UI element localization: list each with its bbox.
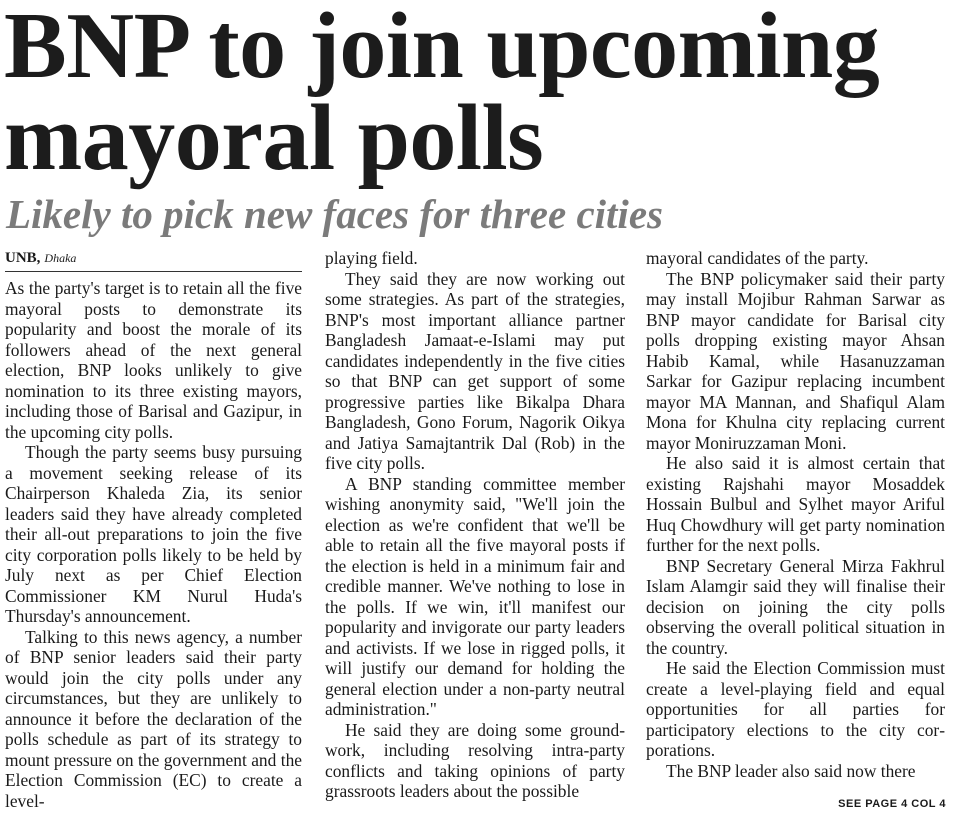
paragraph-continued: playing field. xyxy=(325,248,418,268)
headline xyxy=(4,0,960,190)
paragraph: Talking to this news agency, a number of BNP senior leaders said their party would join the city polls under any circumstances, but they are unlikely to announce it before the declaration of the polls schedule as part of its strategy to mount pressure on the government and the Election Commission (EC) to create a level- xyxy=(5,626,302,811)
paragraph: Though the party seems busy pursuing a movement seeking release of its Chairperson Khaleda Zia, its senior leaders said they have already completed their all-out preparations to join the five city corporation polls likely to be held by July next as per Chief Election Commissioner KM Nurul Huda's Thursday's announcement. xyxy=(5,442,302,626)
byline xyxy=(5,248,302,272)
paragraph: He said the Election Commission must create a level-playing field and equal opportunities for all parties for participatory elections to the city corporations. xyxy=(646,658,945,760)
paragraph: The BNP leader also said now there xyxy=(666,760,916,781)
headline-line-1: BNP to join upcoming xyxy=(4,0,880,98)
paragraph: They said they are now working out some strategies. As part of the strategies, BNP's most important alliance partner Bangladesh Jamaat-e-Islami may put candidates independently in the five cities so that BNP can get support of some progressive parties like Bikalpa Dhara Bangladesh, Gono Forum, Nagorik Oikya and Jatiya Samajtantrik Dal (Rob) in the five city polls. xyxy=(325,268,625,473)
paragraph: He also said it is almost certain that existing Rajshahi mayor Mosaddek Hossain Bulbul and Sylhet mayor Ariful Huq Chowdhury will get party nomination further for the next polls. xyxy=(646,453,945,555)
paragraph-continued: mayoral candidates of the party. xyxy=(646,248,869,268)
headline-line-2: mayoral polls xyxy=(4,86,544,190)
article-column-2 xyxy=(325,248,625,802)
jump-line: SEE PAGE 4 COL 4 xyxy=(838,798,946,810)
byline-agency: UNB, xyxy=(5,250,41,266)
paragraph: The BNP policymaker said their party may install Mojibur Rahman Sarwar as BNP mayor candidate for Barisal city polls dropping existing mayor Ahsan Habib Kamal, while Hasanuzzaman Sarkar for Gazipur replacing incumbent mayor MA Mannan, and Shafiqul Alam Mona for Khulna city replacing current mayor Moniruzzaman Moni. xyxy=(646,268,945,453)
paragraph: A BNP standing committee member wishing anonymity said, "We'll join the election as we're confident that we'll be able to retain all the five mayoral posts if the election is held in a minimum fair and credible manner. We've nothing to lose in the polls. If we win, it'll manifest our popularity and invigorate our party leaders and activists. If we lose in rigged polls, it will justify our demand for holding the general election under a non-party neutral administration." xyxy=(325,473,625,719)
paragraph: BNP Secretary General Mirza Fakhrul Islam Alamgir said they will finalise their decision on joining the city polls observing the overall political situation in the country. xyxy=(646,555,945,658)
paragraph: He said they are doing some groundwork, including resolving intra-party conflicts and taking opinions of party grassroots leaders about the possible xyxy=(325,719,625,801)
paragraph: As the party's target is to retain all the five mayoral posts to demonstrate its popularity and boost the morale of its followers ahead of the next general election, BNP looks unlikely to give nomination to its three existing mayors, including those of Barisal and Gazipur, in the upcoming city polls. xyxy=(5,278,302,442)
subheadline: Likely to pick new faces for three cities xyxy=(6,191,663,237)
article-column-1 xyxy=(5,248,302,811)
article-column-3 xyxy=(646,248,945,781)
byline-place: Dhaka xyxy=(44,251,77,265)
